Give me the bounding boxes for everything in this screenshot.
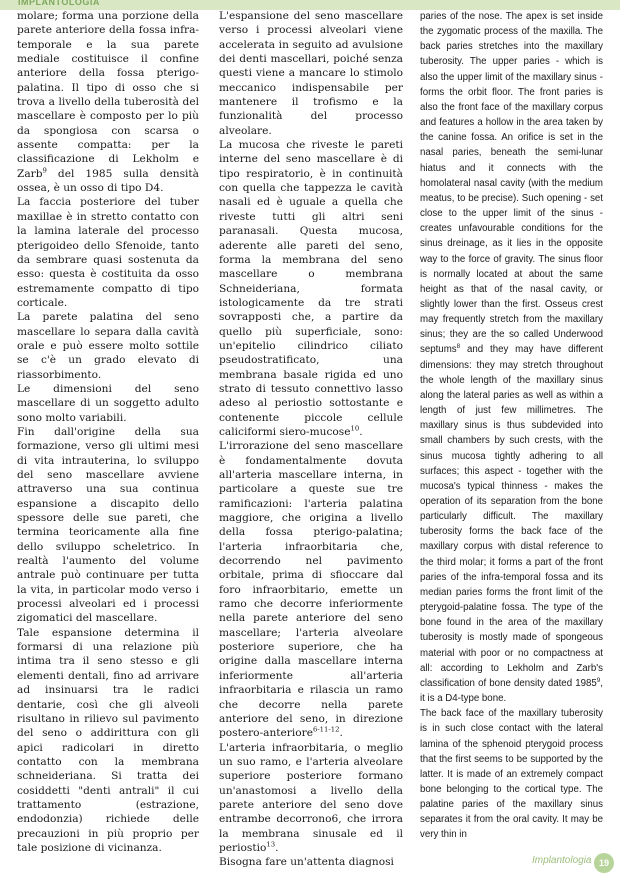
- paragraph: Tale espansione determina il formarsi di una relazione più intima tra il seno stesso e gli elementi dentali, fino ad arrivare ad insinuarsi tra le radici dentarie, così che gli alveoli risultano in rilievo sul pavimento del seno o addirittura con gli apici radicolari in diretto contatto con la membrana schneideriana. Si tratta dei cosiddetti "denti antrali" il cui trattamento (estrazione, endodonzia) richiede delle precauzioni in più proprio per tale posizione di vicinanza.: [17, 626, 199, 854]
- italian-column-1: [17, 9, 199, 855]
- paragraph: The back face of the maxillary tuberosity is in such close contact with the lateral lamina of the sphenoid pterygoid process that the first seems to be supported by the latter. It is made of an extremely compact bone belonging to the cortical type. The palatine paries of the maxillary sinus separates it from the oral cavity. It may be very thin in: [420, 708, 603, 841]
- english-column: [420, 9, 603, 843]
- reference-number: 9: [596, 676, 601, 684]
- reference-number: 6-11-12: [312, 725, 340, 734]
- paragraph: Le dimensioni del seno mascellare di un soggetto adulto sono molto variabili.: [17, 382, 199, 424]
- paragraph: La parete palatina del seno mascellare lo separa dalla cavità orale e può essere molto sottile se c'è un grado elevato di riassorbimento.: [17, 311, 199, 381]
- paragraph: L'espansione del seno mascellare verso i processi alveolari viene accelerata in seguito ad avulsione dei denti mascellari, poiché senza questi viene a mancare lo stimolo meccanico indispensabile per mantenere il trofismo e la funzionalità del processo alveolare.: [219, 10, 403, 137]
- italian-column-2: [219, 9, 403, 870]
- paragraph: paries of the nose. The apex is set inside the zygomatic process of the maxilla. The back paries stretches into the maxillary tuberosity. The upper paries - which is also the upper limit of the maxillary sinus - forms the orbit floor. The front paries is also the front face of the maxillary corpus and features a hollow in the area taken by the canine fossa. An orifice is set in the nasal paries, beneath the semi-lunar hiatus and it connects with the homolateral nasal cavity (with the medium meatus, to be precise). Such opening - set close to the upper limit of the sinus - creates unfavourable conditions for the sinus dreinage, as it lies in the opposite way to the force of gravity. The sinus floor is normally located at about the same height as that of the nasal cavity, or slightly lower than the first. Osseus crest may frequently stretch from the maxillary sinus; they are the so called Underwood septums$^8$ and they may have different dimensions: they may stretch throughout the whole length of the maxillary sinus along the lateral paries as well as within a length of just few millimetres. The maxillary sinus is thus subdevided into small chambers by such crests, with the sinus mucosa tightly adhering to all surfaces; this aspect - together with the mucosa's typical thinness - makes the operation of its separation from the bone particularly difficult. The maxillary tuberosity forms the back face of the maxillary corpus with distal reference to the third molar; it forms a part of the front paries of the infra-temporal fossa and its median paries forms the front limit of the pterygoid-palatine fossa. The type of the bone found in the area of the maxillary tuberosity is mostly made of spongeous material with poor or no compactness at all: according to Lekholm and Zarb's classification of bone density dated 1985$^9$, it is a D4-type bone.: [420, 11, 603, 705]
- paragraph: L'irrorazione del seno mascellare è fondamentalmente dovuta all'arteria mascellare interna, in particolare a queste sue tre ramificazioni: l'arteria palatina maggiore, che origina a livello della fossa pterigo-palatina; l'arteria infraorbitaria che, decorrendo nel pavimento orbitale, prima di sfioccare dal foro infraorbitario, emette un ramo che decorre inferiormente nella parete anteriore del seno mascellare; l'arteria alveolare posteriore superiore, che ha origine dalla mascellare interna inferiormente all'arteria infraorbitaria e rilascia un ramo che decorre nella parete anteriore del seno, in direzione postero-anteriore$^{6-11-12}$.: [219, 440, 403, 740]
- paragraph: molare; forma una porzione della parete anteriore della fossa infra-temporale e la sua parete mediale costituisce il confine anteriore della fossa pterigo-palatina. Il tipo di osso che si trova a livello della tuberosità del mascellare è composto per lo più da spongiosa con scarsa o assente compatta: per la classificazione di Lekholm e Zarb$^9$ del 1985 sulla densità ossea, è un osso di tipo D4.: [17, 10, 199, 195]
- reference-number: 9: [42, 166, 47, 175]
- paragraph: La faccia posteriore del tuber maxillae è in stretto contatto con la lamina laterale del processo pterigoideo dello Sfenoide, tanto da sembrare quasi sostenuta da esso: questa è costituita da osso estremamente compatto di tipo corticale.: [17, 196, 199, 309]
- page-number: 19: [594, 853, 614, 873]
- paragraph: Fin dall'origine della sua formazione, verso gli ultimi mesi di vita intrauterina, lo sviluppo del seno mascellare avviene attraverso una sua continua espansione a discapito dello spessore delle sue pareti, che termina teoricamente alla fine dello sviluppo scheletrico. In realtà l'aumento del volume antrale può continuare per tutta la vita, in particolar modo verso i processi alveolari ed i processi zigomatici del mascellare.: [17, 425, 199, 625]
- paragraph: L'arteria infraorbitaria, o meglio un suo ramo, e l'arteria alveolare superiore posteriore formano un'anastomosi a livello della parete anteriore del seno dove entrambe decorrono6, che irrora la membrana sinusale ed il periostio$^{13}$.: [219, 741, 403, 854]
- journal-logo: Implantologia: [532, 855, 592, 866]
- running-head: IMPLANTOLOGIA: [18, 0, 100, 7]
- paragraph: La mucosa che riveste le pareti interne del seno mascellare è di tipo respiratorio, è in continuità con quella che tappezza le cavità nasali ed è uguale a quella che riveste tutti gli altri seni paranasali. Questa mucosa, aderente alle pareti del seno, forma la membrana del seno mascellare o membrana Schneideriana, formata istologicamente da tre strati sovrapposti che, a partire da quello più superficiale, sono: un'epitelio cilindrico ciliato pseudostratificato, una membrana basale rigida ed uno strato di tessuto connettivo lasso adeso al periostio sottostante e contenente piccole cellule caliciformi siero-mucose$^{10}$.: [219, 139, 403, 438]
- reference-number: 8: [456, 343, 461, 351]
- paragraph: Bisogna fare un'attenta diagnosi: [219, 856, 394, 869]
- reference-number: 13: [266, 840, 276, 849]
- reference-number: 10: [350, 424, 360, 433]
